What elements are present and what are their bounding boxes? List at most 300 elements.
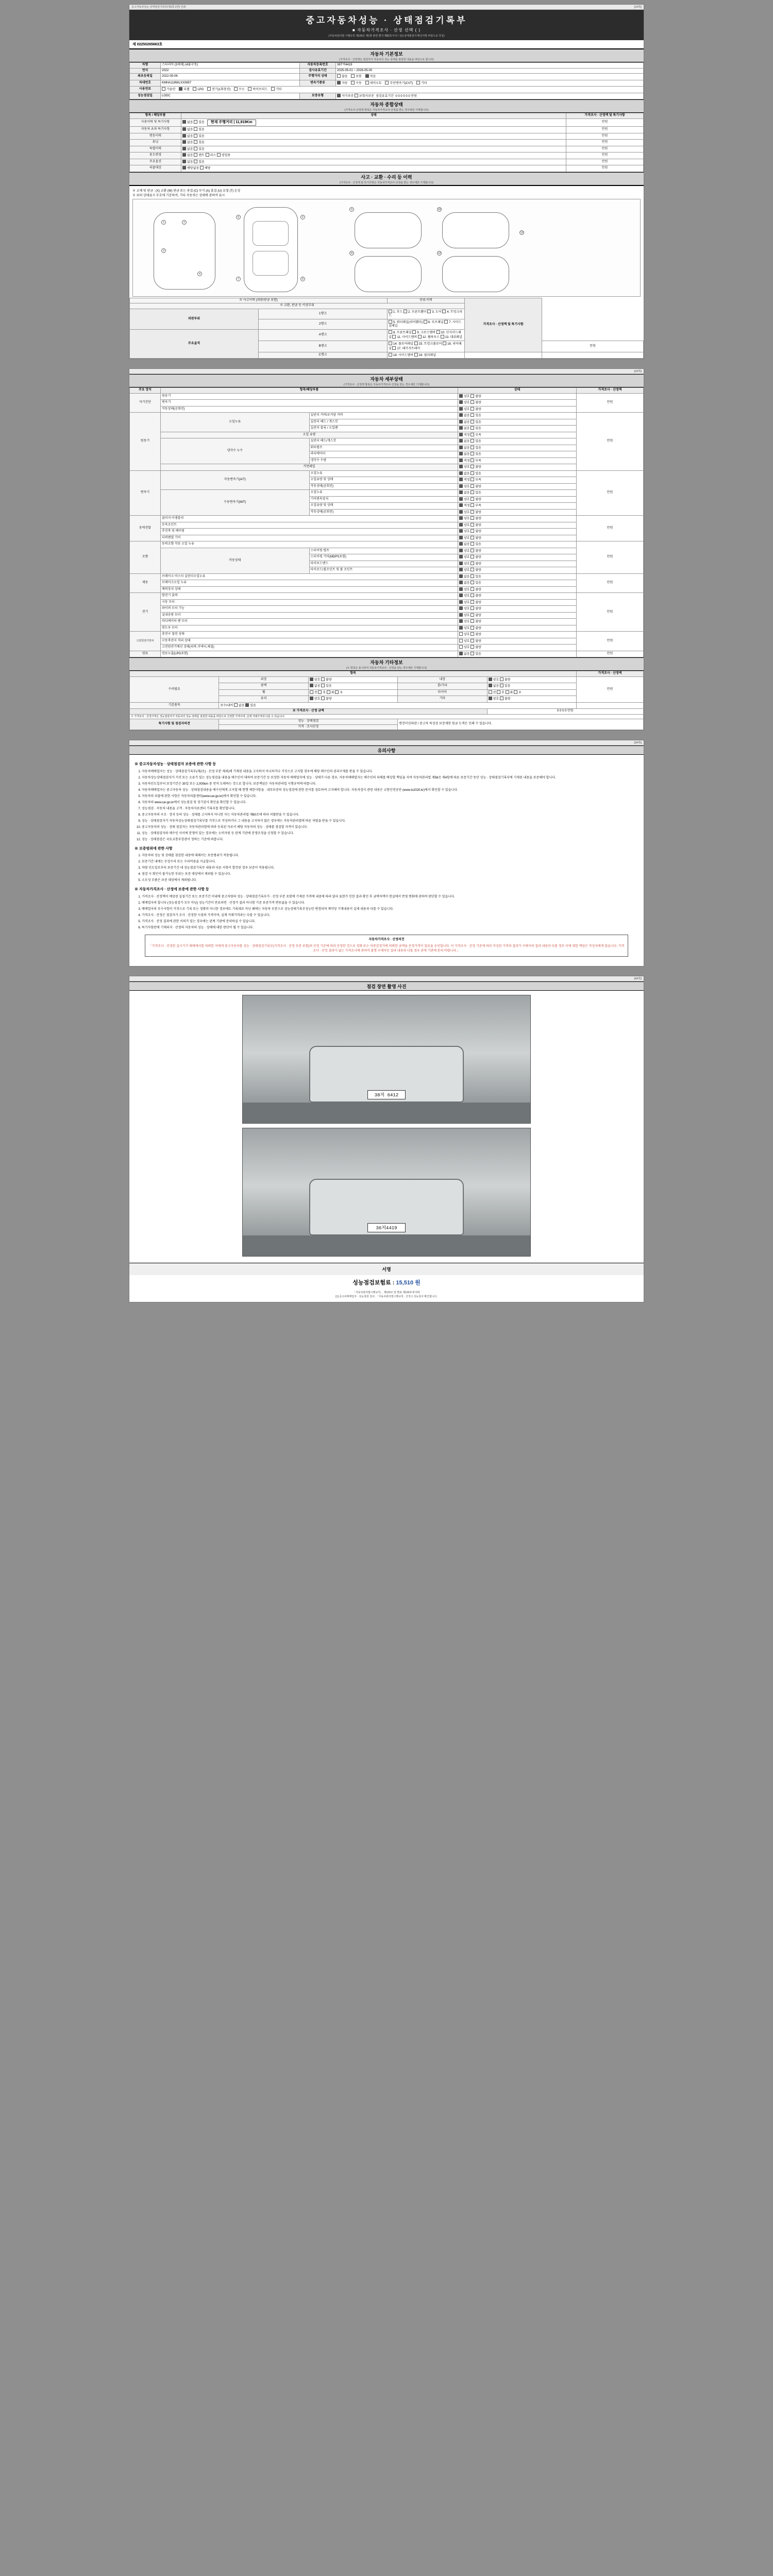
- check-yes[interactable]: 있음: [470, 421, 481, 424]
- check-good[interactable]: 양호: [459, 550, 470, 553]
- check-cvt[interactable]: 무단변속기(CVT): [385, 81, 413, 86]
- damage-point-2[interactable]: 2: [182, 220, 187, 225]
- check-none[interactable]: 없음: [459, 543, 470, 546]
- detail-state-0-1[interactable]: [458, 400, 577, 406]
- detail-state-2-4[interactable]: [458, 496, 577, 503]
- check-bad[interactable]: 불량: [470, 620, 481, 623]
- check-good[interactable]: 양호: [489, 679, 499, 682]
- overall-col-2: 가격조사 · 산정액 및 특기사항: [566, 113, 644, 119]
- check-yes[interactable]: 있음: [470, 653, 481, 656]
- check-good[interactable]: 양호: [459, 466, 470, 469]
- check-bad[interactable]: 불량: [500, 679, 511, 682]
- check-yes[interactable]: 있음: [194, 141, 205, 144]
- check-none[interactable]: 없음: [459, 427, 470, 430]
- special-text[interactable]: 엔진미션외관 / 중고차 특성상 보증제한 원금 도색은 인쇄 수 있습니다.: [398, 719, 644, 730]
- car-damage-diagram[interactable]: [132, 199, 641, 297]
- check-yes[interactable]: 있음: [470, 543, 481, 546]
- detail-price-4[interactable]: 만원: [577, 541, 644, 574]
- detail-state-3-0[interactable]: [458, 516, 577, 522]
- check-yes[interactable]: 있음: [194, 161, 205, 164]
- detail-state-4-0[interactable]: [458, 541, 577, 548]
- detail-state-6-4[interactable]: [458, 619, 577, 625]
- basic-label-0: 차명: [130, 63, 161, 69]
- check-rear[interactable]: 후: [497, 691, 505, 694]
- basic-value-1[interactable]: 2022: [161, 68, 300, 74]
- overall-price-1[interactable]: 만원: [566, 127, 644, 133]
- check-bad[interactable]: 불량: [470, 595, 481, 598]
- overall-state-1[interactable]: [181, 127, 566, 133]
- check-bad[interactable]: 불량: [470, 556, 481, 559]
- table-row: [130, 645, 644, 651]
- check-yes[interactable]: 있음: [194, 121, 205, 124]
- frame-item[interactable]: 12. 휠하우스: [418, 336, 440, 339]
- overall-price-0[interactable]: 만원: [566, 118, 644, 127]
- check-none[interactable]: 없음: [182, 141, 193, 144]
- check-yes[interactable]: 있음: [470, 492, 481, 495]
- other-state2-0[interactable]: [487, 676, 576, 683]
- check-manual[interactable]: 수동: [351, 81, 362, 86]
- check-insufficient[interactable]: 부족: [470, 504, 481, 507]
- check-good[interactable]: 양호: [459, 498, 470, 501]
- damage-point-1[interactable]: 1: [161, 220, 166, 225]
- check-bad[interactable]: 불량: [470, 485, 481, 488]
- check-none[interactable]: 없음: [489, 685, 499, 688]
- check-none[interactable]: 없음: [182, 148, 193, 151]
- check-bad[interactable]: 불량: [470, 530, 481, 533]
- check-fuel-etc[interactable]: 기타: [271, 87, 282, 92]
- check-yes[interactable]: 있음: [321, 685, 332, 688]
- detail-price-1[interactable]: 만원: [577, 413, 644, 471]
- check-bad[interactable]: 불량: [470, 588, 481, 591]
- accident-price-value[interactable]: 만원: [542, 341, 644, 352]
- check-yes[interactable]: 있음: [194, 148, 205, 151]
- overall-state-4[interactable]: [181, 146, 566, 152]
- check-adequate[interactable]: 적정: [459, 434, 470, 437]
- overall-state-0[interactable]: [181, 118, 566, 127]
- check-none[interactable]: 없음: [310, 685, 321, 688]
- detail-state-2-3[interactable]: [458, 490, 577, 497]
- warranty-period-value[interactable]: 0 0 0 0 0 0 만원: [395, 94, 417, 98]
- check-bad[interactable]: 불량: [470, 498, 481, 501]
- frame-item[interactable]: 19. 필러패널: [414, 354, 436, 357]
- overall-price-3[interactable]: 만원: [566, 140, 644, 146]
- check-good[interactable]: 양호: [459, 646, 470, 649]
- overall-state-3[interactable]: [181, 140, 566, 146]
- overall-price-4[interactable]: 만원: [566, 146, 644, 152]
- check-rent[interactable]: 렌트: [194, 154, 205, 157]
- frame-items-2[interactable]: [388, 329, 465, 341]
- check-rear[interactable]: 후: [318, 691, 326, 694]
- overall-state-6[interactable]: [181, 159, 566, 165]
- check-right[interactable]: 우: [514, 691, 522, 694]
- frame-item[interactable]: 16. 리어패널: [389, 342, 462, 351]
- check-good[interactable]: 양호: [459, 408, 470, 411]
- check-good[interactable]: 양호: [459, 511, 470, 514]
- check-good[interactable]: 양호: [459, 620, 470, 623]
- basic-value2-1[interactable]: 2025-05-01 ~ 2026-05-00: [336, 68, 644, 74]
- detail-state-1-7[interactable]: [458, 457, 577, 464]
- check-right[interactable]: 우: [335, 691, 343, 694]
- detail-part-6-4: 라디에이터 팬 모터: [161, 619, 458, 625]
- damage-point-4[interactable]: 4: [197, 272, 202, 276]
- table-row: [130, 93, 644, 99]
- check-yes[interactable]: 있음: [470, 472, 481, 476]
- detail-state-3-2[interactable]: [458, 529, 577, 535]
- list-item: 6. 특기사항란에 기재되지 · 산정의 자동차의 성능 · 상태에 대한 판단이 될 수 있습니다.: [142, 926, 638, 930]
- detail-state-5-0[interactable]: [458, 573, 577, 580]
- check-none[interactable]: 없음: [459, 421, 470, 424]
- frame-items-0[interactable]: [388, 309, 465, 319]
- check-not-applicable[interactable]: 해당없음: [182, 167, 199, 170]
- table-row: [130, 159, 644, 165]
- damage-point-12[interactable]: 12: [438, 251, 441, 255]
- check-none[interactable]: 없음: [182, 154, 193, 157]
- frame-item[interactable]: 2. 프론트휀더: [404, 311, 427, 314]
- other-label-1: 광택: [219, 683, 308, 690]
- detail-price-0[interactable]: 만원: [577, 393, 644, 413]
- check-gasoline[interactable]: 가솔린: [162, 87, 175, 92]
- table-row: [130, 702, 644, 709]
- table-row: [130, 393, 644, 400]
- check-lpg[interactable]: LPG: [193, 87, 204, 92]
- other-price[interactable]: 만원: [577, 676, 644, 702]
- check-insurer-warranty[interactable]: 보험사보증: [355, 95, 374, 98]
- basic-value-5[interactable]: LGDC: [161, 93, 300, 99]
- other-state-1[interactable]: [308, 683, 397, 690]
- special-label: 특기사항 및 점검자의견: [130, 719, 219, 730]
- detail-state-6-2[interactable]: [458, 606, 577, 613]
- check-good[interactable]: 양호: [459, 537, 470, 540]
- detail-group-4: 조향: [130, 541, 161, 574]
- list-item: 3. 차량 인도일로부터 보증기간 내 성능점검기록부 내용과 다른 사항이 발견된 경우 보증이 적용됩니다.: [142, 866, 638, 871]
- frame-item[interactable]: 14. 플로어패널: [389, 343, 413, 346]
- detail-price-2[interactable]: 만원: [577, 470, 644, 516]
- check-bad[interactable]: 불량: [470, 633, 481, 636]
- detail-state-1-4[interactable]: [458, 438, 577, 445]
- check-diesel[interactable]: 디젤: [179, 87, 190, 92]
- check-good[interactable]: 양호: [459, 633, 470, 636]
- check-semiauto[interactable]: 세미오토: [365, 81, 382, 86]
- check-none[interactable]: 없음: [459, 447, 470, 450]
- check-bad[interactable]: 불량: [470, 563, 481, 566]
- total-price-value[interactable]: 0 0 0 0 만원: [487, 709, 643, 715]
- check-front[interactable]: 전: [310, 691, 317, 694]
- frame-item[interactable]: 11. 사이드멤버: [392, 336, 417, 339]
- check-good[interactable]: 양호: [459, 524, 470, 527]
- check-hydrogen[interactable]: 수소: [234, 87, 245, 92]
- check-yes[interactable]: 있음: [470, 414, 481, 417]
- damage-point-7[interactable]: 7: [236, 277, 241, 281]
- check-none[interactable]: 없음: [234, 704, 245, 707]
- frame-item[interactable]: 18. 사이드멤버: [389, 354, 413, 357]
- detail-state-1-1[interactable]: [458, 419, 577, 426]
- check-bad[interactable]: 불량: [321, 679, 332, 682]
- overall-state-2[interactable]: [181, 133, 566, 140]
- basic-value2-0[interactable]: 36T여4419: [336, 63, 644, 69]
- detail-state-6-1[interactable]: [458, 599, 577, 606]
- detail-state-1-8[interactable]: [458, 464, 577, 471]
- check-hybrid[interactable]: 하이브리드: [248, 87, 267, 92]
- damage-point-10[interactable]: 10: [438, 208, 441, 211]
- check-good[interactable]: 양호: [459, 517, 470, 520]
- detail-state-3-3[interactable]: [458, 535, 577, 541]
- check-bad[interactable]: 불량: [470, 614, 481, 617]
- overall-price-5[interactable]: 만원: [566, 152, 644, 159]
- overall-price-7[interactable]: 만원: [566, 165, 644, 172]
- check-bad[interactable]: 불량: [470, 401, 481, 404]
- basic-value-2[interactable]: 2022-05-06: [161, 74, 300, 80]
- check-yes[interactable]: 있음: [245, 704, 256, 707]
- check-good[interactable]: 양호: [459, 530, 470, 533]
- check-auto[interactable]: 자동: [337, 81, 348, 86]
- detail-part-1-1: 실린더 헤드 / 개스킷: [309, 419, 458, 426]
- detail-state-4-4[interactable]: [458, 567, 577, 574]
- check-yes[interactable]: 있음: [470, 575, 481, 579]
- check-good[interactable]: 양호: [459, 588, 470, 591]
- check-none[interactable]: 없음: [459, 472, 470, 476]
- check-good[interactable]: 양호: [489, 698, 499, 701]
- basic-value-0[interactable]: 스타리아 (3세대) (4륜구동): [161, 63, 300, 69]
- detail-state-5-1[interactable]: [458, 580, 577, 587]
- detail-state-7-0[interactable]: [458, 632, 577, 638]
- detail-price-3[interactable]: 만원: [577, 516, 644, 541]
- check-none[interactable]: 없음: [182, 128, 193, 131]
- detail-sub-1-3: 오일 유량: [161, 432, 458, 438]
- check-good[interactable]: 양호: [459, 640, 470, 643]
- check-normal[interactable]: 보통: [351, 74, 362, 79]
- detail-state-2-1[interactable]: [458, 477, 577, 484]
- detail-state-2-2[interactable]: [458, 483, 577, 490]
- check-none[interactable]: 없음: [459, 492, 470, 495]
- check-bad[interactable]: 불량: [470, 607, 481, 611]
- detail-state-1-3[interactable]: [458, 432, 577, 438]
- check-good[interactable]: 양호: [310, 698, 321, 701]
- check-left[interactable]: 좌: [327, 691, 334, 694]
- check-self-warranty[interactable]: 자가보증: [337, 95, 354, 98]
- detail-state-1-0[interactable]: [458, 413, 577, 419]
- check-front[interactable]: 전: [489, 691, 496, 694]
- check-none[interactable]: 없음: [459, 575, 470, 579]
- check-electric[interactable]: 전기(1회충전): [207, 87, 230, 92]
- frame-item[interactable]: 17. 패키지트레이: [392, 347, 420, 350]
- detail-state-5-2[interactable]: [458, 586, 577, 593]
- check-adequate[interactable]: 적정: [459, 479, 470, 482]
- other-state2-3[interactable]: [487, 696, 576, 703]
- check-none[interactable]: 없음: [459, 440, 470, 443]
- check-good[interactable]: 양호: [459, 595, 470, 598]
- frame-item[interactable]: 10. 인사이드패널: [389, 331, 461, 340]
- check-yes[interactable]: 있음: [470, 440, 481, 443]
- check-yes[interactable]: 있음: [500, 685, 511, 688]
- check-bad[interactable]: 불량: [500, 698, 511, 701]
- check-yes[interactable]: 있음: [194, 135, 205, 138]
- detail-state-0-2[interactable]: [458, 406, 577, 413]
- inspection-fee-row: [129, 1275, 644, 1290]
- detail-part-2-1: 오일유량 및 상태: [309, 477, 458, 484]
- detail-state-1-2[interactable]: [458, 426, 577, 432]
- detail-part-4-0: 동력조향 작동 오일 누유: [161, 541, 458, 548]
- detail-state-2-0[interactable]: [458, 470, 577, 477]
- detail-price-5[interactable]: 만원: [577, 573, 644, 593]
- check-none[interactable]: 없음: [459, 653, 470, 656]
- check-etc[interactable]: 기타: [416, 81, 427, 86]
- check-insufficient[interactable]: 부족: [470, 434, 481, 437]
- check-bad[interactable]: 불량: [470, 511, 481, 514]
- overall-price-2[interactable]: 만원: [566, 133, 644, 140]
- odometer-state-checks[interactable]: [336, 74, 644, 80]
- check-yes[interactable]: 있음: [470, 582, 481, 585]
- check-bad[interactable]: 불량: [470, 550, 481, 553]
- detail-price-6[interactable]: 만원: [577, 593, 644, 632]
- check-good[interactable]: 양호: [459, 627, 470, 630]
- fuel-checks[interactable]: [161, 87, 644, 93]
- check-yes[interactable]: 있음: [470, 453, 481, 456]
- check-few[interactable]: 적음: [365, 74, 376, 79]
- detail-state-6-0[interactable]: [458, 593, 577, 600]
- check-insufficient[interactable]: 부족: [470, 479, 481, 482]
- check-bad[interactable]: 불량: [470, 395, 481, 398]
- other-state2-1[interactable]: [487, 683, 576, 690]
- check-bad[interactable]: 불량: [470, 408, 481, 411]
- frame-item[interactable]: 15. 트렁크플로어: [414, 343, 442, 346]
- check-good[interactable]: 양호: [459, 401, 470, 404]
- other-state-2[interactable]: [308, 689, 397, 696]
- check-good[interactable]: 양호: [459, 601, 470, 604]
- table-row: [130, 619, 644, 625]
- other-state2-2[interactable]: [487, 689, 576, 696]
- check-many[interactable]: 많음: [337, 74, 348, 79]
- other-basic-items[interactable]: [219, 702, 577, 709]
- check-bad[interactable]: 불량: [470, 646, 481, 649]
- other-state-3[interactable]: [308, 696, 397, 703]
- detail-state-2-5[interactable]: [458, 503, 577, 510]
- check-good[interactable]: 양호: [459, 607, 470, 611]
- check-none[interactable]: 없음: [182, 121, 193, 124]
- detail-state-2-6[interactable]: [458, 509, 577, 516]
- list-item: 4. 자동차매매업자는 중고자동차 성능 · 상태점검내용을 매수인에게 고지할 때 현행 제한사항을 · 내부보증의 성능점검에 관한 문서를 검토하여 고지해야 합니다. 자동차검사 관련 내용은 교통안전공단 (www.ts2020.kr)에서 확인할 수 있습니다.: [142, 788, 638, 793]
- frame-item[interactable]: 1. 후드: [389, 311, 402, 314]
- check-none[interactable]: 없음: [459, 582, 470, 585]
- detail-price-7[interactable]: 만원: [577, 632, 644, 651]
- check-yes[interactable]: 있음: [470, 447, 481, 450]
- detail-state-7-2[interactable]: [458, 645, 577, 651]
- damage-point-6[interactable]: 6: [300, 215, 305, 219]
- check-bad[interactable]: 불량: [470, 466, 481, 469]
- check-bad[interactable]: 불량: [470, 601, 481, 604]
- check-good[interactable]: 양호: [459, 485, 470, 488]
- damage-point-13[interactable]: 13: [520, 231, 524, 234]
- section-guide-header: [129, 745, 644, 755]
- check-good[interactable]: 양호: [459, 569, 470, 572]
- check-none[interactable]: 없음: [459, 414, 470, 417]
- check-bad[interactable]: 불량: [470, 524, 481, 527]
- check-bad[interactable]: 불량: [470, 627, 481, 630]
- check-adequate[interactable]: 적정: [459, 460, 470, 463]
- check-yes[interactable]: 있음: [194, 128, 205, 131]
- check-commercial[interactable]: 영업용: [217, 154, 230, 157]
- detail-sub-4-1: 작동상태: [161, 548, 310, 573]
- detail-state-6-5[interactable]: [458, 625, 577, 632]
- fee-label: 성능점검보험료 :: [352, 1279, 395, 1286]
- check-lease[interactable]: 리스: [206, 154, 216, 157]
- check-bad[interactable]: 불량: [470, 537, 481, 540]
- frame-item[interactable]: 5. 쿼터패널(리어휀더): [389, 321, 423, 324]
- detail-state-4-2[interactable]: [458, 554, 577, 561]
- other-info-table: [129, 671, 644, 730]
- check-good[interactable]: 양호: [310, 679, 321, 682]
- photo-gallery: [129, 991, 644, 1263]
- check-bad[interactable]: 불량: [470, 569, 481, 572]
- table-row: [130, 490, 644, 497]
- detail-state-3-1[interactable]: [458, 522, 577, 529]
- check-bad[interactable]: 불량: [321, 698, 332, 701]
- overall-price-6[interactable]: 만원: [566, 159, 644, 165]
- other-state-0[interactable]: [308, 676, 397, 683]
- check-yes[interactable]: 있음: [470, 427, 481, 430]
- frame-items-1[interactable]: [388, 319, 465, 329]
- detail-state-1-6[interactable]: [458, 451, 577, 458]
- transmission-checks[interactable]: [336, 80, 644, 87]
- frame-item[interactable]: 9. 크로스멤버: [412, 331, 435, 334]
- detail-state-8-0[interactable]: [458, 651, 577, 657]
- check-applicable[interactable]: 해당: [200, 167, 211, 170]
- other-basic-price[interactable]: [577, 702, 644, 709]
- check-none[interactable]: 없음: [182, 135, 193, 138]
- table-row: [130, 599, 644, 606]
- detail-state-7-1[interactable]: [458, 638, 577, 645]
- overall-state-7[interactable]: [181, 165, 566, 172]
- other-col-0: 항목: [130, 671, 577, 677]
- warranty-row[interactable]: [336, 93, 644, 99]
- frame-item[interactable]: 3. 도어: [427, 311, 441, 314]
- check-good[interactable]: 양호: [459, 614, 470, 617]
- guide-sec1-list: [142, 770, 638, 842]
- detail-state-4-3[interactable]: [458, 561, 577, 567]
- damage-point-5[interactable]: 5: [236, 215, 241, 219]
- damage-point-9[interactable]: 9: [349, 207, 354, 212]
- basic-value-3[interactable]: KMHA118WLXX0857: [161, 80, 300, 87]
- detail-price-8[interactable]: 만원: [577, 651, 644, 657]
- frame-items-3[interactable]: [388, 341, 465, 352]
- frame-item[interactable]: 6. 루프패널: [424, 321, 444, 324]
- frame-item[interactable]: 4. 트렁크리드: [389, 310, 463, 318]
- check-left[interactable]: 좌: [506, 691, 513, 694]
- frame-item[interactable]: 8. 프론트패널: [389, 331, 412, 334]
- check-bad[interactable]: 불량: [470, 640, 481, 643]
- check-adequate[interactable]: 적정: [459, 504, 470, 507]
- check-none[interactable]: 없음: [182, 161, 193, 164]
- frame-item[interactable]: 13. 대쉬패널: [441, 336, 462, 339]
- detail-state-4-1[interactable]: [458, 548, 577, 554]
- detail-state-0-0[interactable]: [458, 393, 577, 400]
- frame-item[interactable]: 7. 사이드실패널: [389, 320, 462, 328]
- check-insufficient[interactable]: 부족: [470, 460, 481, 463]
- detail-state-6-3[interactable]: [458, 612, 577, 619]
- damage-point-8[interactable]: 8: [300, 277, 305, 281]
- damage-point-11[interactable]: 11: [350, 251, 354, 255]
- sheet-4-topbar: [129, 976, 644, 981]
- table-row: [130, 606, 644, 613]
- detail-state-1-5[interactable]: [458, 445, 577, 451]
- damage-point-3[interactable]: 3: [161, 248, 166, 253]
- check-good[interactable]: 양호: [459, 563, 470, 566]
- overall-state-5[interactable]: [181, 152, 566, 159]
- check-bad[interactable]: 불량: [470, 517, 481, 520]
- check-good[interactable]: 양호: [459, 395, 470, 398]
- check-good[interactable]: 양호: [459, 556, 470, 559]
- check-none[interactable]: 없음: [459, 453, 470, 456]
- frame-items-4[interactable]: [388, 352, 465, 359]
